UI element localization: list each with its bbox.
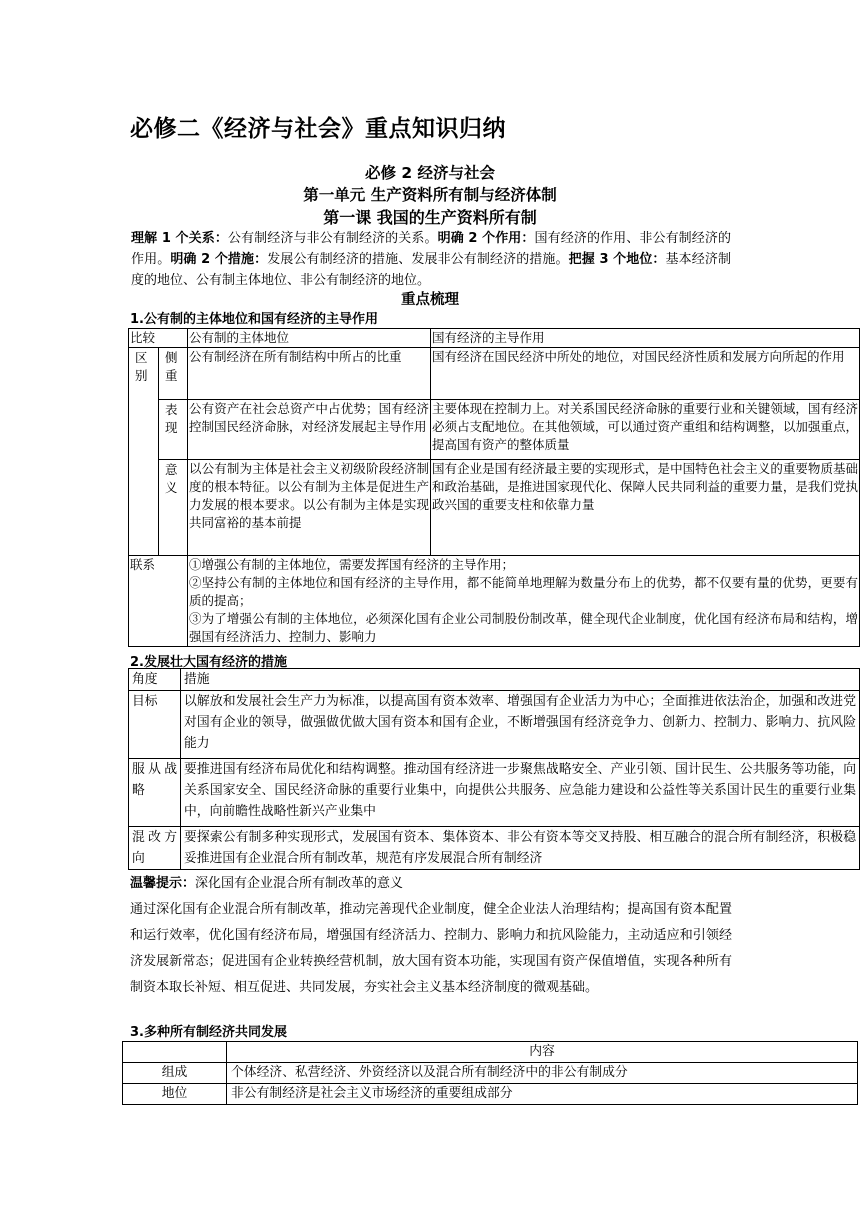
header-cell: 国有经济的主导作用 [431,329,860,348]
row-label: 服从战略 [129,759,181,827]
row-label: 侧重 [159,348,188,400]
objective-label-3: 明确 2 个措施： [170,252,268,267]
section-1-title: 1.公有制的主体地位和国有经济的主导作用 [130,312,378,327]
objective-text-3: 发展公有制经济的措施、发展非公有制经济的措施。 [267,252,569,267]
table-row [129,348,860,400]
row-label: 混改方向 [129,827,181,870]
table-cell: 公有制经济在所有制结构中所占的比重 [188,348,431,400]
objective-label-1: 理解 1 个关系： [131,231,228,246]
tip-block [130,871,732,1001]
link-item: ①增强公有制的主体地位，需要发挥国有经济的主导作用； [189,557,515,572]
table-row [129,691,860,759]
table-cell: 国有经济在国民经济中所处的地位，对国民经济性质和发展方向所起的作用 [431,348,860,400]
objective-label-2: 明确 2 个作用： [437,231,535,246]
header-cell: 内容 [227,1042,858,1063]
objective-text-1: 公有制经济与非公有制经济的关系。 [227,231,438,246]
book-heading: 必修 2 经济与社会 [364,164,496,182]
row-label: 地位 [123,1084,227,1105]
objective-text-4: 基本经济制度的地位、公有制主体地位、非公有制经济的地位。 [131,252,731,288]
row-label: 意义 [159,460,188,556]
row-label: 组成 [123,1063,227,1084]
lesson-heading: 第一课 我国的生产资料所有制 [323,208,537,227]
header-cell [123,1042,227,1063]
row-label: 表现 [159,400,188,460]
table-row [123,1084,858,1105]
table-cell: 国有企业是国有经济最主要的实现形式，是中国特色社会主义的重要物质基础和政治基础，是推进国家现代化、保障人民共同利益的重要力量，是我们党执政兴国的重要支柱和依靠力量 [431,460,860,556]
header-cell: 比较 [129,329,188,348]
row-label: 目标 [129,691,181,759]
table-header-row [129,669,860,691]
tip-label: 温馨提示： [130,876,196,891]
table-row [123,1063,858,1084]
table-cell [188,556,860,647]
table-cell: 个体经济、私营经济、外资经济以及混合所有制经济中的非公有制成分 [227,1063,858,1084]
header-cell: 措施 [181,669,860,691]
link-item: ②坚持公有制的主体地位和国有经济的主导作用，都不能简单地理解为数量分布上的优势，都不仅要有量的优势，更要有质的提高； [189,575,859,608]
objective-label-4: 把握 3 个地位： [568,252,666,267]
row-group-label: 区别 [129,348,159,556]
link-item: ③为了增强公有制的主体地位，必须深化国有企业公司制股份制改革，健全现代企业制度，优化国有经济布局和结构，增强国有经济活力、控制力、影响力 [189,611,859,644]
key-points-heading: 重点梳理 [401,292,459,308]
objective-text-2: 国有经济的作用、非公有制经济的作用。 [131,231,731,267]
header-cell: 角度 [129,669,181,691]
table-header-row [123,1042,858,1063]
section-2-title: 2.发展壮大国有经济的措施 [130,655,287,670]
table-row [129,400,860,460]
table-cell: 主要体现在控制力上。对关系国民经济命脉的重要行业和关键领域，国有经济必须占支配地位。在其他领域，可以通过资产重组和结构调整，以加强重点，提高国有资产的整体质量 [431,400,860,460]
ownership-table [122,1041,858,1105]
tip-title: 深化国有企业混合所有制改革的意义 [195,876,404,891]
table-header-row [129,329,860,348]
learning-objectives [131,228,731,291]
section-3-title: 3.多种所有制经济共同发展 [130,1025,287,1040]
comparison-table [128,328,860,647]
table-cell: 要探索公有制多种实现形式，发展国有资本、集体资本、非公有资本等交叉持股、相互融合的混合所有制经济，积极稳妥推进国有企业混合所有制改革，规范有序发展混合所有制经济 [181,827,860,870]
table-row [129,460,860,556]
document-title: 必修二《经济与社会》重点知识归纳 [130,116,506,142]
row-label: 联系 [129,556,188,647]
measures-table [128,668,860,870]
table-cell: 以解放和发展社会生产力为标准，以提高国有资本效率、增强国有企业活力为中心；全面推进依法治企，加强和改进党对国有企业的领导，做强做优做大国有资本和国有企业，不断增强国有经济竞争力、创新力、控制力、影响力、抗风险能力 [181,691,860,759]
table-cell: 非公有制经济是社会主义市场经济的重要组成部分 [227,1084,858,1105]
tip-body: 通过深化国有企业混合所有制改革，推动完善现代企业制度，健全企业法人治理结构；提高国有资本配置和运行效率，优化国有经济布局，增强国有经济活力、控制力、影响力和抗风险能力，主动适应和引领经济发展新常态；促进国有企业转换经营机制，放大国有资本功能，实现国有资产保值增值，实现各种所有制资本取长补短、相互促进、共同发展，夯实社会主义基本经济制度的微观基础。 [130,902,732,995]
table-row [129,759,860,827]
unit-heading: 第一单元 生产资料所有制与经济体制 [303,186,557,204]
table-row [129,827,860,870]
table-cell: 要推进国有经济布局优化和结构调整。推动国有经济进一步聚焦战略安全、产业引领、国计民生、公共服务等功能，向关系国家安全、国民经济命脉的重要行业集中，向提供公共服务、应急能力建设和公益性等关系国计民生的重要行业集中，向前瞻性战略性新兴产业集中 [181,759,860,827]
table-cell: 以公有制为主体是社会主义初级阶段经济制度的根本特征。以公有制为主体是促进生产力发展的根本要求。以公有制为主体是实现共同富裕的基本前提 [188,460,431,556]
table-row [129,556,860,647]
header-cell: 公有制的主体地位 [188,329,431,348]
table-cell: 公有资产在社会总资产中占优势；国有经济控制国民经济命脉，对经济发展起主导作用 [188,400,431,460]
